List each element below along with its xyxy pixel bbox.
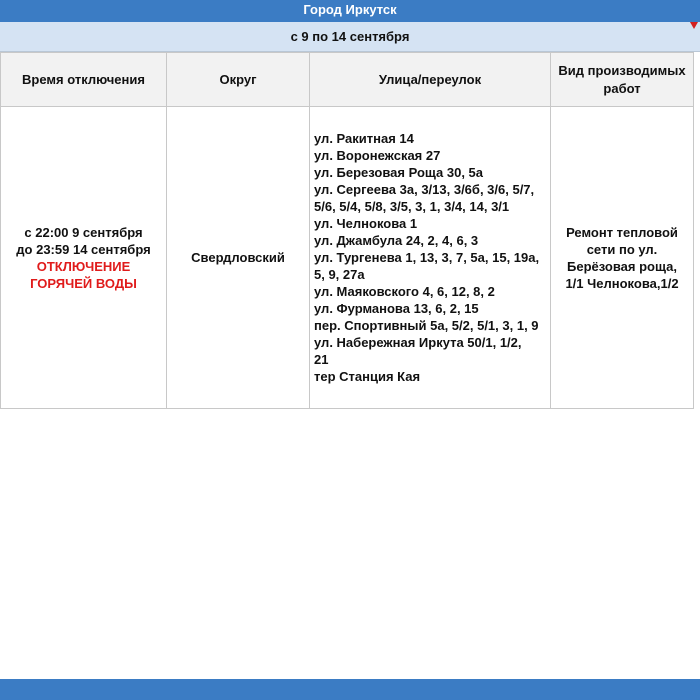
street-line: 5, 9, 27а: [314, 267, 365, 282]
table-row: [1, 107, 694, 409]
time-start: с 22:00 9 сентября: [24, 224, 143, 240]
time-end: до 23:59 14 сентября: [16, 241, 151, 257]
work-line: сети по ул.: [586, 241, 658, 257]
work-line: Ремонт тепловой: [566, 224, 678, 240]
alert-text-line1: ОТКЛЮЧЕНИЕ: [36, 258, 131, 274]
column-header-district: Округ: [167, 53, 310, 107]
street-line: 21: [314, 352, 329, 367]
outage-time-cell: [1, 107, 167, 409]
street-line: 5/6, 5/4, 5/8, 3/5, 3, 1, 3/4, 14, 3/1: [314, 199, 510, 214]
column-header-time: Время отключения: [1, 53, 167, 107]
table-header-row: [1, 53, 694, 107]
street-line: ул. Набережная Иркута 50/1, 1/2,: [314, 335, 522, 350]
district-cell: Свердловский: [167, 107, 310, 409]
street-line: ул. Ракитная 14: [314, 131, 414, 146]
street-line: ул. Фурманова 13, 6, 2, 15: [314, 301, 479, 316]
work-line: Берёзовая роща,: [567, 258, 677, 274]
street-line: ул. Джамбула 24, 2, 4, 6, 3: [314, 233, 479, 248]
street-line: ул. Челнокова 1: [314, 216, 418, 231]
footer-bar: [0, 679, 700, 700]
outage-table: [0, 52, 694, 409]
street-line: ул. Воронежская 27: [314, 148, 441, 163]
streets-cell: [310, 107, 551, 409]
column-header-streets: Улица/переулок: [310, 53, 551, 107]
corner-triangle-icon: [690, 22, 698, 29]
work-type-cell: [551, 107, 694, 409]
period-title: с 9 по 14 сентября: [0, 22, 700, 52]
alert-text-line2: ГОРЯЧЕЙ ВОДЫ: [30, 275, 137, 291]
work-line: 1/1 Челнокова,1/2: [565, 275, 679, 291]
column-header-work: Вид производимых работ: [551, 53, 694, 107]
street-line: ул. Тургенева 1, 13, 3, 7, 5а, 15, 19а,: [314, 250, 540, 265]
street-line: пер. Спортивный 5а, 5/2, 5/1, 3, 1, 9: [314, 318, 539, 333]
street-line: тер Станция Кая: [314, 369, 421, 384]
street-line: ул. Березовая Роща 30, 5а: [314, 165, 484, 180]
street-line: ул. Сергеева 3а, 3/13, 3/6б, 3/6, 5/7,: [314, 182, 535, 197]
street-line: ул. Маяковского 4, 6, 12, 8, 2: [314, 284, 495, 299]
city-title: Город Иркутск: [0, 0, 700, 22]
